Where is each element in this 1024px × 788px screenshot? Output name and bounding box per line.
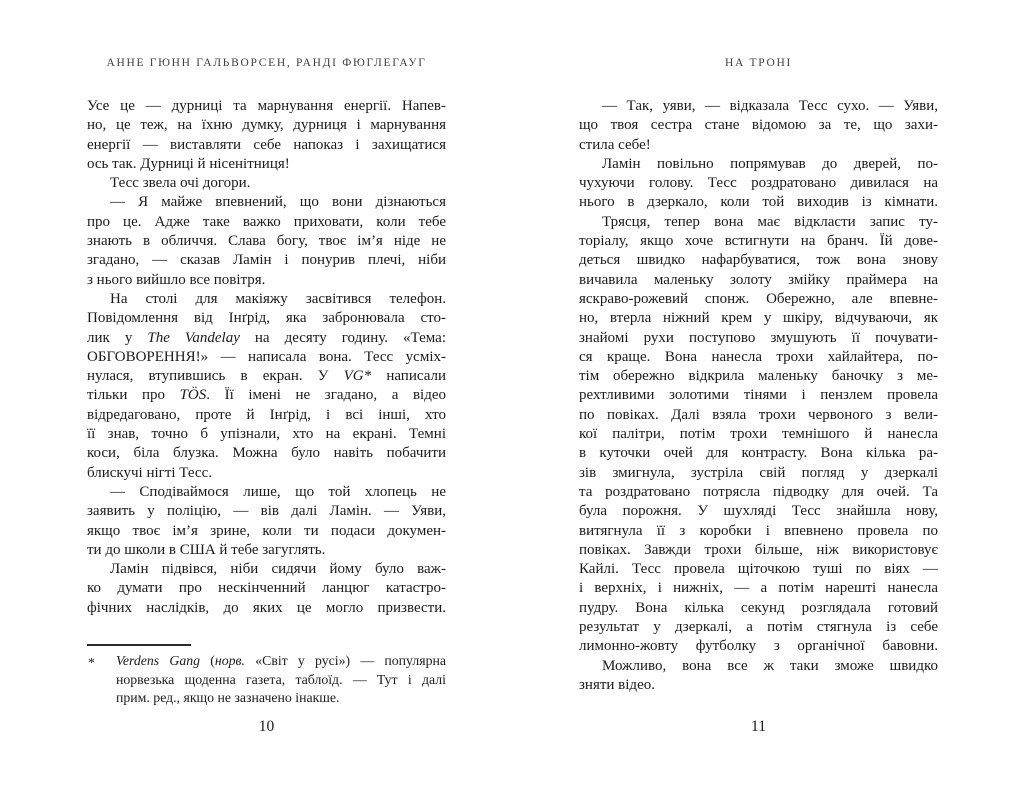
footnote-marker: * bbox=[88, 655, 95, 670]
text-line: Усе це — дурниці та марнування енергії. Напев- bbox=[87, 98, 446, 114]
text-line: та роздратовано потрясла підводку для очей. Та bbox=[579, 483, 938, 500]
text-line: чухуючи голову. Тесс роздратовано дивилася на bbox=[579, 175, 938, 192]
text-line: лик у The Vandelay на десяту годину. «Тема: bbox=[87, 329, 446, 346]
text-line: — Так, уяви, — відказала Тесс сухо. — Уяви, bbox=[602, 98, 938, 114]
text-line: заявить у поліцію, — вів далі Ламін. — Уяви, bbox=[87, 503, 446, 520]
text-line: була порожня. У шухляді Тесс знайшла нову, bbox=[579, 503, 938, 520]
text-line: і верхніх, і нижніх, — а потім нарешті нанесла bbox=[579, 580, 938, 597]
text-line: ко думати про нескінченний ланцюг катастро- bbox=[87, 580, 446, 597]
text-line: Можливо, вона все ж таки зможе швидко bbox=[602, 657, 938, 674]
text-line: результат у дзеркалі, а потім стягнула із себе bbox=[579, 619, 938, 636]
text-line: Verdens Gang (норв. «Світ у русі») — популярна bbox=[116, 653, 446, 668]
page-number-right: 11 bbox=[751, 718, 766, 735]
text-line: з нього вийшло все повітря. bbox=[87, 271, 266, 288]
left-page-body-text bbox=[87, 97, 446, 618]
text-line: тільки про TÖS. Її імені не згадано, а відео bbox=[87, 387, 446, 404]
text-line: зняти відео. bbox=[579, 676, 655, 693]
text-line: лимонно-жовту футболку з органічної бавовни. bbox=[579, 638, 938, 655]
text-line: нього в дзеркало, коли той виходив із кімнати. bbox=[579, 194, 938, 211]
text-line: фічних наслідків, до яких це могло призвести. bbox=[87, 599, 446, 616]
text-line: вичавила маленьку золоту змійку праймера на bbox=[579, 271, 938, 288]
text-line: знають в обличчя. Слава богу, твоє ім’я ніде не bbox=[87, 233, 446, 250]
page-number-left: 10 bbox=[258, 718, 275, 735]
text-line: кої палітри, потім трохи темнішого й нанесла bbox=[579, 426, 938, 443]
text-line: її знав, точно б упізнали, хто на екрані. Темні bbox=[87, 426, 446, 443]
footnote bbox=[87, 652, 446, 708]
text-line: в куточки очей для контрасту. Вона кілька ра- bbox=[579, 445, 938, 462]
text-line: ось так. Дурниці й нісенітниця! bbox=[87, 155, 290, 172]
text-line: рехтливими золотими тінями і пензлем провела bbox=[579, 387, 938, 404]
text-line: про це. Адже таке важко приховати, коли тебе bbox=[87, 213, 446, 230]
text-line: витягнула її з коробки і впевнено провела по bbox=[579, 522, 938, 539]
text-line: Ламін підвівся, ніби сидячи йому було важ- bbox=[110, 561, 446, 578]
text-line: відредаговано, проте й Інґрід, і всі інші, хто bbox=[87, 406, 446, 423]
text-line: нулася, втупившись в екран. У VG* написали bbox=[87, 368, 446, 385]
running-header-left: АННЕ ГЮНН ГАЛЬВОРСЕН, РАНДІ ФЮГЛЕГАУГ bbox=[106, 57, 427, 69]
text-line: Ламін повільно попрямував до дверей, по- bbox=[602, 155, 938, 172]
text-line: На столі для макіяжу засвітився телефон. bbox=[110, 290, 446, 307]
text-line: Тесс звела очі догори. bbox=[110, 175, 251, 192]
text-line: згадано, — сказав Ламін і понурив плечі, ніби bbox=[87, 252, 446, 269]
text-line: — Я майже впевнений, що вони дізнаються bbox=[110, 194, 446, 211]
text-line: норвезька щоденна газета, таблоїд. — Тут і далі bbox=[116, 671, 446, 687]
text-line: ся краще. Вона нанесла трохи хайлайтера, по- bbox=[579, 348, 938, 365]
text-line: повіках. Завжди трохи більше, ніж використовує bbox=[579, 541, 938, 558]
text-line: но, це теж, на їхню думку, дурниця і марнування bbox=[87, 117, 446, 134]
footnote-text bbox=[116, 652, 446, 708]
text-line: прим. ред., якщо не зазначено інакше. bbox=[116, 690, 340, 706]
text-line: ти до школи в США й тебе загуглять. bbox=[87, 541, 326, 558]
text-line: деться швидко нафарбуватися, тож вона знову bbox=[579, 252, 938, 269]
text-line: ОБГОВОРЕННЯ!» — написала вона. Тесс усміх- bbox=[87, 348, 446, 365]
text-line: яскраво-рожевий спонж. Обережно, але впевне- bbox=[579, 290, 938, 307]
text-line: Трясця, тепер вона має відкласти запис ту- bbox=[602, 213, 938, 230]
right-page-body-text bbox=[579, 97, 938, 695]
text-line: зів змигнула, зустріла свій погляд у дзеркалі bbox=[579, 464, 938, 481]
footnote-divider bbox=[87, 644, 191, 646]
text-line: Кайлі. Тесс провела щіточкою туші по віях — bbox=[579, 561, 938, 578]
text-line: енергії — виставляти себе напоказ і захищатися bbox=[87, 136, 446, 153]
text-line: — Сподіваймося лише, що той хлопець не bbox=[110, 483, 446, 500]
text-line: якщо твоє ім’я зрине, коли ти подаси докумен- bbox=[87, 522, 446, 539]
running-header-right: НА ТРОНІ bbox=[724, 57, 793, 69]
text-line: Повідомлення від Інґрід, яка забронювала сто- bbox=[87, 310, 446, 327]
text-line: що твоя сестра стане відомою за те, що захи- bbox=[579, 117, 938, 134]
text-line: тім обережно відкрила маленьку баночку з ме- bbox=[579, 368, 938, 385]
text-line: но, втерла ніжний крем у шкіру, відчуваючи, як bbox=[579, 310, 938, 327]
text-line: блискучі нігті Тесс. bbox=[87, 464, 212, 481]
text-line: пудру. Вона кілька секунд розглядала готовий bbox=[579, 599, 938, 616]
text-line: торіалу, якщо хоче встигнути на бранч. Їй дове- bbox=[579, 233, 938, 250]
text-line: по повіках. Далі взяла трохи червоного з вели- bbox=[579, 406, 938, 423]
text-line: стила себе! bbox=[579, 136, 651, 153]
text-line: коси, біла блузка. Можна було навіть побачити bbox=[87, 445, 446, 462]
text-line: знайомі рухи поступово змушують її почувати- bbox=[579, 329, 938, 346]
